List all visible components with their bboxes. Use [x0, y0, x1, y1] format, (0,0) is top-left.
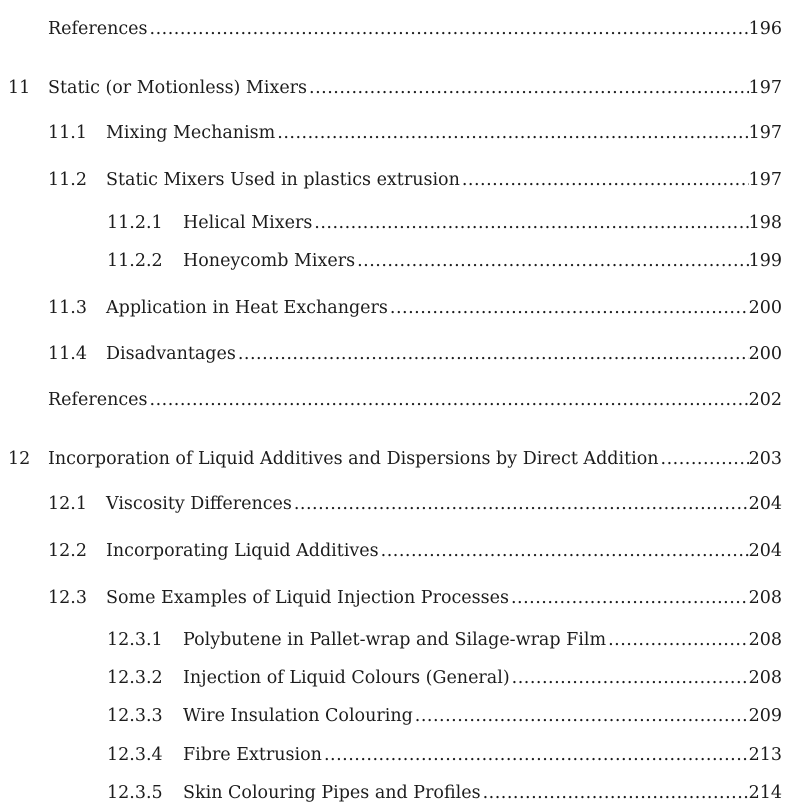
toc-entry-page: 208	[748, 588, 782, 608]
toc-entry-title: Incorporating Liquid Additives	[106, 541, 379, 561]
toc-entry-title: Some Examples of Liquid Injection Processes	[106, 588, 509, 608]
toc-entry-title: Fibre Extrusion	[183, 745, 322, 765]
toc-entry-title: Static Mixers Used in plastics extrusion	[106, 170, 460, 190]
toc-entry-references-202[interactable]	[48, 387, 782, 413]
toc-entry-number: 12.3.3	[107, 706, 163, 726]
toc-entry-page: 200	[748, 344, 782, 364]
toc-entry-page: 200	[748, 298, 782, 318]
toc-entry-number: 11.2.1	[107, 213, 163, 233]
toc-section-11-4[interactable]	[48, 341, 782, 367]
toc-entry-number: 11.2.2	[107, 251, 163, 271]
toc-entry-number: 12.2	[48, 541, 87, 561]
dot-leader	[309, 75, 749, 101]
toc-entry-page: 202	[748, 390, 782, 410]
toc-entry-page: 197	[748, 123, 782, 143]
toc-entry-title: Wire Insulation Colouring	[183, 706, 413, 726]
toc-section-12-1[interactable]	[48, 491, 782, 517]
toc-entry-page: 196	[748, 19, 782, 39]
toc-entry-title: Disadvantages	[106, 344, 236, 364]
toc-subsection-11-2-2[interactable]	[107, 248, 782, 274]
toc-subsection-12-3-2[interactable]	[107, 665, 782, 691]
toc-entry-title: References	[48, 19, 148, 39]
toc-entry-number: 12	[8, 449, 31, 469]
toc-subsection-11-2-1[interactable]	[107, 210, 782, 236]
toc-entry-number: 11.3	[48, 298, 87, 318]
toc-entry-title: Skin Colouring Pipes and Profiles	[183, 783, 481, 803]
toc-section-11-2[interactable]	[48, 167, 782, 193]
toc-entry-number: 12.3.2	[107, 668, 163, 688]
toc-entry-number: 11.1	[48, 123, 87, 143]
dot-leader	[381, 538, 749, 564]
dot-leader	[238, 341, 749, 367]
dot-leader	[512, 665, 749, 691]
dot-leader	[150, 387, 749, 413]
toc-entry-page: 213	[748, 745, 782, 765]
toc-section-12-3[interactable]	[48, 585, 782, 611]
toc-entry-number: 12.3.1	[107, 630, 163, 650]
dot-leader	[277, 120, 748, 146]
dot-leader	[357, 248, 748, 274]
toc-subsection-12-3-4[interactable]	[107, 742, 782, 768]
toc-entry-number: 12.1	[48, 494, 87, 514]
toc-entry-page: 198	[748, 213, 782, 233]
toc-entry-page: 208	[748, 668, 782, 688]
toc-subsection-12-3-5[interactable]	[107, 780, 782, 806]
toc-entry-page: 197	[748, 78, 782, 98]
toc-entry-page: 214	[748, 783, 782, 803]
toc-entry-number: 12.3.4	[107, 745, 163, 765]
toc-entry-title: Static (or Motionless) Mixers	[48, 78, 308, 98]
toc-chapter-12[interactable]	[8, 446, 782, 472]
toc-entry-title: Polybutene in Pallet-wrap and Silage-wrap Film	[183, 630, 607, 650]
dot-leader	[314, 210, 748, 236]
toc-entry-title: Viscosity Differences	[106, 494, 292, 514]
toc-entry-title: Incorporation of Liquid Additives and Dispersions by Direct Addition	[48, 449, 659, 469]
toc-entry-title: Injection of Liquid Colours (General)	[183, 668, 510, 688]
dot-leader	[462, 167, 749, 193]
toc-entry-title: Helical Mixers	[183, 213, 313, 233]
toc-entry-number: 11.2	[48, 170, 87, 190]
dot-leader	[483, 780, 749, 806]
toc-entry-page: 204	[748, 541, 782, 561]
toc-entry-page: 203	[748, 449, 782, 469]
toc-entry-page: 204	[748, 494, 782, 514]
dot-leader	[150, 16, 749, 42]
toc-section-11-3[interactable]	[48, 295, 782, 321]
dot-leader	[415, 703, 749, 729]
toc-entry-number: 12.3.5	[107, 783, 163, 803]
dot-leader	[294, 491, 749, 517]
toc-entry-number: 11	[8, 78, 31, 98]
toc-entry-title: References	[48, 390, 148, 410]
toc-section-11-1[interactable]	[48, 120, 782, 146]
toc-entry-title: Application in Heat Exchangers	[106, 298, 388, 318]
toc-chapter-11[interactable]	[8, 75, 782, 101]
dot-leader	[511, 585, 749, 611]
toc-section-12-2[interactable]	[48, 538, 782, 564]
toc-entry-page: 209	[748, 706, 782, 726]
toc-entry-title: Honeycomb Mixers	[183, 251, 356, 271]
dot-leader	[324, 742, 749, 768]
dot-leader	[608, 627, 749, 653]
toc-entry-number: 12.3	[48, 588, 87, 608]
toc-subsection-12-3-3[interactable]	[107, 703, 782, 729]
toc-entry-title: Mixing Mechanism	[106, 123, 276, 143]
toc-entry-number: 11.4	[48, 344, 87, 364]
toc-entry-page: 199	[748, 251, 782, 271]
dot-leader	[661, 446, 749, 472]
toc-subsection-12-3-1[interactable]	[107, 627, 782, 653]
toc-entry-page: 208	[748, 630, 782, 650]
toc-entry-page: 197	[748, 170, 782, 190]
dot-leader	[390, 295, 749, 321]
toc-entry-references-196[interactable]	[48, 16, 782, 42]
